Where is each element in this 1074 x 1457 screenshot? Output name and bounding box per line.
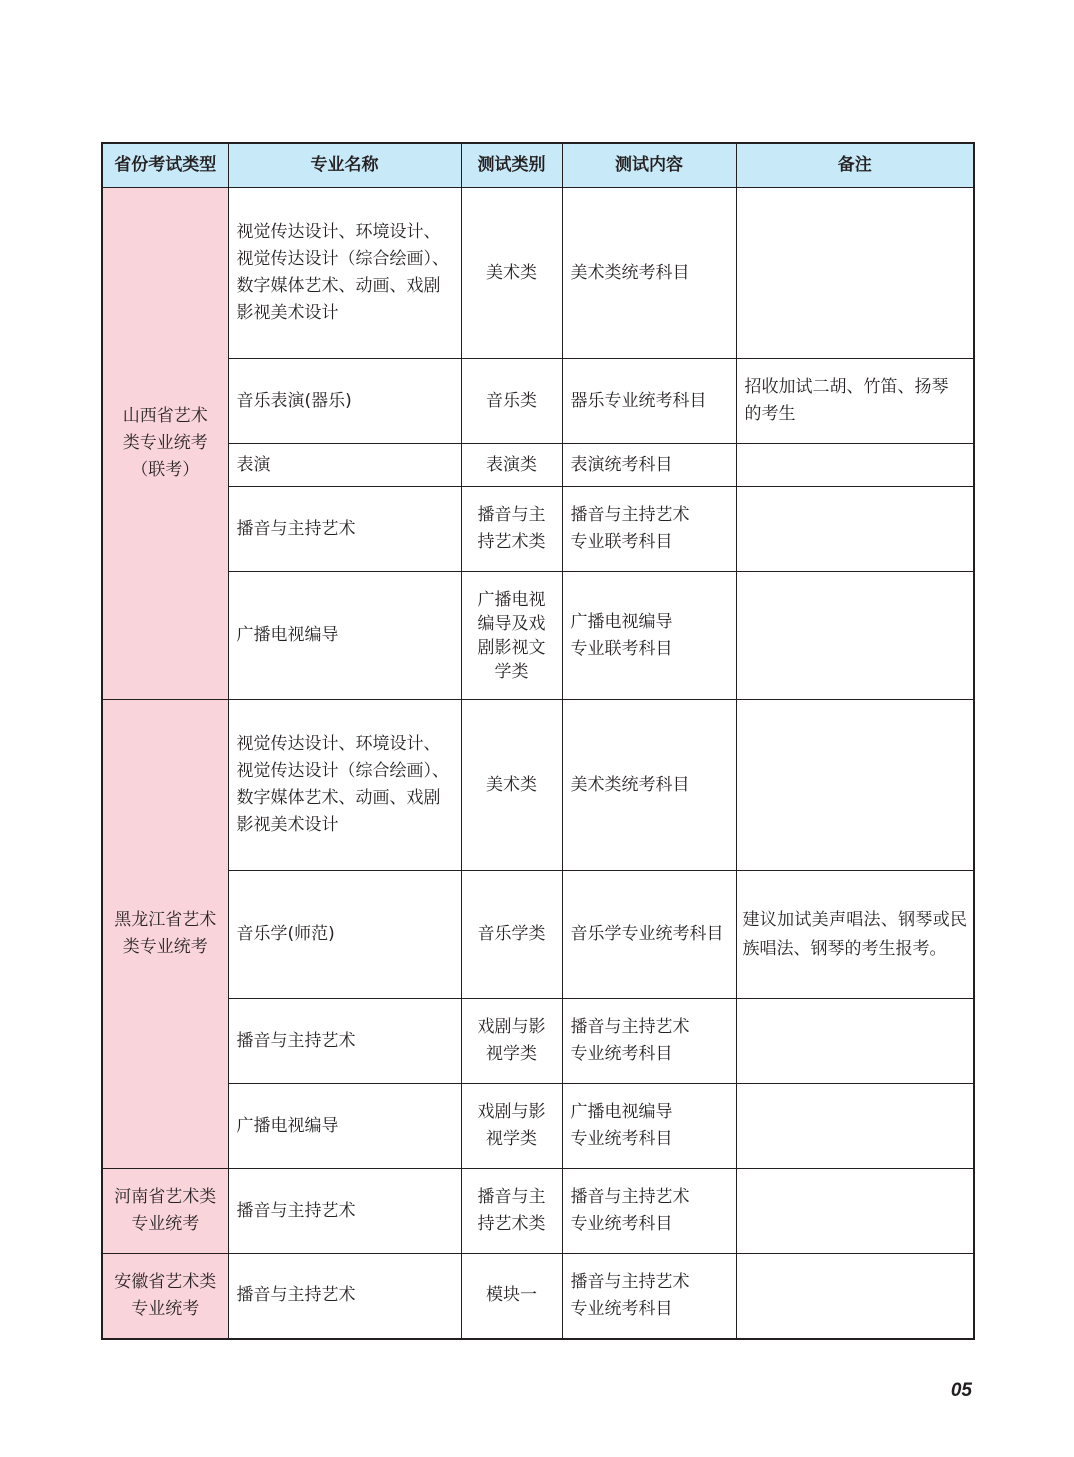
header-major: 专业名称	[228, 143, 461, 188]
category-cell: 播音与主持艺术类	[461, 1169, 562, 1254]
table-row	[102, 188, 974, 359]
major-cell: 广播电视编导	[228, 572, 461, 700]
note-cell	[736, 572, 974, 700]
content-cell: 播音与主持艺术专业统考科目	[562, 1254, 736, 1339]
category-cell: 美术类	[461, 700, 562, 871]
major-cell: 音乐表演(器乐)	[228, 359, 461, 444]
content-cell: 广播电视编导专业联考科目	[562, 572, 736, 700]
header-content: 测试内容	[562, 143, 736, 188]
table-row	[102, 871, 974, 999]
table-row	[102, 1169, 974, 1254]
exam-table	[101, 142, 975, 1340]
category-cell: 播音与主持艺术类	[461, 487, 562, 572]
content-cell: 表演统考科目	[562, 444, 736, 487]
content-cell: 器乐专业统考科目	[562, 359, 736, 444]
major-cell: 音乐学(师范)	[228, 871, 461, 999]
major-cell: 视觉传达设计、环境设计、视觉传达设计（综合绘画）、数字媒体艺术、动画、戏剧影视美术设计	[228, 188, 461, 359]
category-cell: 模块一	[461, 1254, 562, 1339]
content-cell: 播音与主持艺术专业统考科目	[562, 999, 736, 1084]
province-cell: 山西省艺术类专业统考（联考）	[102, 188, 228, 700]
category-cell: 戏剧与影视学类	[461, 999, 562, 1084]
note-cell	[736, 1254, 974, 1339]
content-cell: 播音与主持艺术专业联考科目	[562, 487, 736, 572]
header-province: 省份考试类型	[102, 143, 228, 188]
province-cell: 河南省艺术类专业统考	[102, 1169, 228, 1254]
province-cell: 安徽省艺术类专业统考	[102, 1254, 228, 1339]
category-cell: 广播电视编导及戏剧影视文学类	[461, 572, 562, 700]
content-cell: 音乐学专业统考科目	[562, 871, 736, 999]
content-cell: 美术类统考科目	[562, 188, 736, 359]
major-cell: 播音与主持艺术	[228, 1254, 461, 1339]
category-cell: 美术类	[461, 188, 562, 359]
content-cell: 广播电视编导专业统考科目	[562, 1084, 736, 1169]
table-row	[102, 1254, 974, 1339]
note-cell	[736, 1169, 974, 1254]
header-note: 备注	[736, 143, 974, 188]
table-row	[102, 572, 974, 700]
major-cell: 表演	[228, 444, 461, 487]
table-row	[102, 999, 974, 1084]
category-cell: 表演类	[461, 444, 562, 487]
note-cell	[736, 487, 974, 572]
table-row	[102, 359, 974, 444]
category-cell: 音乐学类	[461, 871, 562, 999]
page-number: 05	[950, 1380, 972, 1401]
header-category: 测试类别	[461, 143, 562, 188]
major-cell: 播音与主持艺术	[228, 1169, 461, 1254]
note-cell	[736, 444, 974, 487]
note-cell	[736, 188, 974, 359]
note-cell: 招收加试二胡、竹笛、扬琴的考生	[736, 359, 974, 444]
note-cell	[736, 999, 974, 1084]
table-row	[102, 1084, 974, 1169]
table-row	[102, 700, 974, 871]
major-cell: 广播电视编导	[228, 1084, 461, 1169]
major-cell: 播音与主持艺术	[228, 999, 461, 1084]
province-cell: 黑龙江省艺术类专业统考	[102, 700, 228, 1169]
category-cell: 音乐类	[461, 359, 562, 444]
content-cell: 美术类统考科目	[562, 700, 736, 871]
major-cell: 视觉传达设计、环境设计、视觉传达设计（综合绘画）、数字媒体艺术、动画、戏剧影视美术设计	[228, 700, 461, 871]
note-cell: 建议加试美声唱法、钢琴或民族唱法、钢琴的考生报考。	[736, 871, 974, 999]
category-cell: 戏剧与影视学类	[461, 1084, 562, 1169]
major-cell: 播音与主持艺术	[228, 487, 461, 572]
table-row	[102, 444, 974, 487]
note-cell	[736, 700, 974, 871]
content-cell: 播音与主持艺术专业统考科目	[562, 1169, 736, 1254]
table-header-row	[102, 143, 974, 188]
note-cell	[736, 1084, 974, 1169]
table-row	[102, 487, 974, 572]
